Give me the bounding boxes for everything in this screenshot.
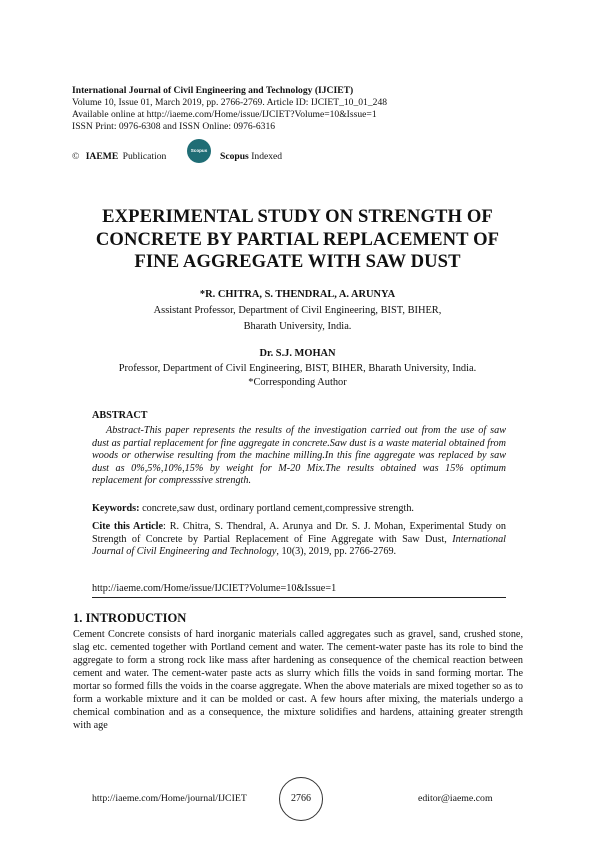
page-number: 2766: [279, 777, 323, 821]
footer-journal-link[interactable]: http://iaeme.com/Home/journal/IJCIET: [92, 793, 247, 804]
abstract-divider: [92, 597, 506, 598]
second-author-affiliation: Professor, Department of Civil Engineering, BIST, BIHER, Bharath University, India.: [118, 363, 477, 374]
scopus-logo-icon: Scopus: [187, 139, 211, 163]
keywords-label: Keywords:: [92, 503, 140, 514]
author-names: *R. CHITRA, S. THENDRAL, A. ARUNYA: [199, 289, 396, 300]
article-url[interactable]: http://iaeme.com/Home/issue/IJCIET?Volume=10&Issue=1: [92, 583, 337, 594]
second-author-name: Dr. S.J. MOHAN: [259, 348, 336, 359]
title-line: CONCRETE BY PARTIAL REPLACEMENT OF: [95, 228, 500, 250]
scopus-indexed-label: Scopus Indexed: [220, 151, 283, 162]
title-line: EXPERIMENTAL STUDY ON STRENGTH OF: [102, 206, 493, 227]
keywords-line: [92, 503, 506, 516]
abstract-heading: ABSTRACT: [92, 410, 148, 421]
title-line: FINE AGGREGATE WITH SAW DUST: [134, 251, 461, 272]
copyright-symbol: ©: [72, 151, 80, 162]
keywords-text: concrete,saw dust, ordinary portland cement,compressive strength.: [139, 503, 414, 514]
author-affiliation-1: Assistant Professor, Department of Civil Engineering, BIST, BIHER,: [153, 305, 442, 316]
footer-email-link[interactable]: editor@iaeme.com: [418, 793, 493, 804]
journal-name: International Journal of Civil Engineering and Technology (IJCIET): [72, 85, 354, 96]
cite-label: Cite this Article: [92, 521, 164, 532]
abstract-body: Abstract-This paper represents the results of the investigation carried out from the use of saw dust as partial replacement for fine aggregate in concrete.Saw dust is a waste material obtained from woods or otherwise resulting from the machine milling.In this fine aggregate was replaced by saw dust as 0%,5%,10%,15% by weight for M-20 Mix.The results obtained was 15% optimum replacement for compresssive strength.: [92, 425, 506, 486]
author-affiliation-2: Bharath University, India.: [243, 321, 352, 332]
volume-line: Volume 10, Issue 01, March 2019, pp. 2766-2769. Article ID: IJCIET_10_01_248: [72, 97, 388, 108]
cite-this-article: Cite this Article: R. Chitra, S. Thendral, A. Arunya and Dr. S. J. Mohan, Experimental Study on Strength of Concrete by Partial Replacement of Fine Aggregate with Saw Dust, International Journal of Civil Engineering and Technology, 10(3), 2019, pp. 2766-2769.: [92, 521, 506, 558]
intro-body: Cement Concrete consists of hard inorganic materials called aggregates such as gravel, sand, crushed stone, slag etc. cemented together with Portland cement and water. The cement-water paste has its role to bind the aggregate to form a strong rock like mass after hardening as consequence of the chemical reaction between cement and water. The cement-water paste acts as slurry which fills the voids in sand forming mortar. The mortar so formed fills the voids in the coarse aggregate. When the above materials are mixed together so as to form a workable mixture and it can be molded or cast. A few hours after mixing, the materials undergo a chemical combination and as a consequence, the mixture solidifies and hardens, attaining greater strength with age: [73, 629, 523, 731]
paper-title: [60, 206, 535, 274]
available-online-line: Available online at http://iaeme.com/Home/issue/IJCIET?Volume=10&Issue=1: [72, 109, 377, 120]
publication-word: Publication: [122, 151, 167, 162]
publisher-line: [72, 151, 166, 162]
corresponding-author-note: *Corresponding Author: [248, 377, 347, 388]
publisher-name: IAEME: [85, 151, 119, 162]
intro-heading: 1. INTRODUCTION: [73, 611, 187, 625]
cite-journal: International Journal of Civil Engineering and Technology: [92, 533, 506, 558]
issn-line: ISSN Print: 0976-6308 and ISSN Online: 0976-6316: [72, 121, 276, 132]
